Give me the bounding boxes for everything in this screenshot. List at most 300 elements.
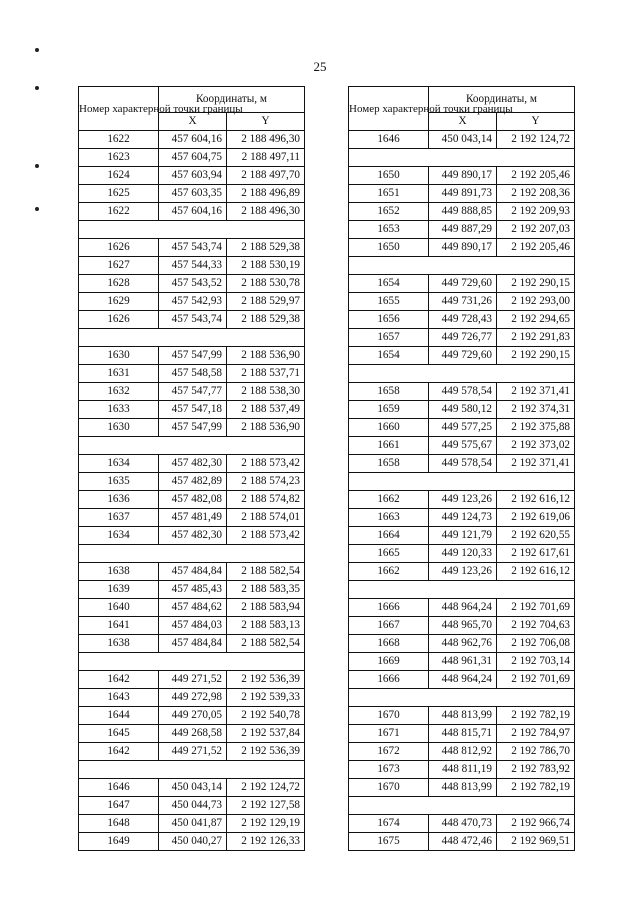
y-coordinate-cell: 2 192 126,33 — [227, 833, 305, 851]
x-coordinate-cell: 448 961,31 — [429, 653, 497, 671]
x-coordinate-cell: 448 813,99 — [429, 707, 497, 725]
table-row — [349, 293, 575, 311]
x-coordinate-cell: 448 965,70 — [429, 617, 497, 635]
point-number-cell: 1631 — [79, 365, 159, 383]
y-coordinate-cell: 2 192 124,72 — [497, 131, 575, 149]
point-number-cell: 1658 — [349, 455, 429, 473]
point-number-header: Номер характерной точки границы — [79, 87, 159, 131]
point-number-cell: 1660 — [349, 419, 429, 437]
separator-row — [79, 329, 305, 347]
point-number-cell: 1662 — [349, 491, 429, 509]
x-coordinate-cell: 448 470,73 — [429, 815, 497, 833]
table-row — [349, 527, 575, 545]
point-number-cell: 1651 — [349, 185, 429, 203]
coordinates-table-right — [348, 86, 575, 851]
x-coordinate-cell: 448 813,99 — [429, 779, 497, 797]
table-row — [79, 581, 305, 599]
table-row — [349, 383, 575, 401]
table-row — [79, 833, 305, 851]
table-row — [79, 743, 305, 761]
y-coordinate-cell: 2 188 530,78 — [227, 275, 305, 293]
y-coordinate-cell: 2 188 529,97 — [227, 293, 305, 311]
x-coordinate-cell: 449 271,52 — [159, 743, 227, 761]
x-coordinate-cell: 449 268,58 — [159, 725, 227, 743]
y-coordinate-cell: 2 188 496,30 — [227, 131, 305, 149]
x-coordinate-cell: 457 542,93 — [159, 293, 227, 311]
y-coordinate-cell: 2 192 706,08 — [497, 635, 575, 653]
point-number-cell: 1656 — [349, 311, 429, 329]
y-coordinate-cell: 2 188 583,35 — [227, 581, 305, 599]
point-number-cell: 1646 — [79, 779, 159, 797]
table-row — [79, 815, 305, 833]
y-coordinate-cell: 2 192 290,15 — [497, 347, 575, 365]
y-coordinate-cell: 2 192 205,46 — [497, 239, 575, 257]
y-coordinate-cell: 2 188 530,19 — [227, 257, 305, 275]
x-coordinate-cell: 449 890,17 — [429, 239, 497, 257]
table-body — [79, 131, 305, 851]
point-number-cell: 1642 — [79, 671, 159, 689]
point-number-cell: 1675 — [349, 833, 429, 851]
point-number-cell: 1669 — [349, 653, 429, 671]
x-coordinate-cell: 457 547,99 — [159, 419, 227, 437]
x-coordinate-cell: 449 272,98 — [159, 689, 227, 707]
table-row — [79, 383, 305, 401]
y-coordinate-cell: 2 188 573,42 — [227, 455, 305, 473]
x-coordinate-cell: 449 729,60 — [429, 275, 497, 293]
table-row — [349, 509, 575, 527]
separator-cell — [349, 581, 575, 599]
table-row — [349, 725, 575, 743]
table-row — [79, 185, 305, 203]
point-number-cell: 1644 — [79, 707, 159, 725]
point-number-cell: 1649 — [79, 833, 159, 851]
table-row — [349, 401, 575, 419]
table-row — [79, 563, 305, 581]
x-coordinate-cell: 449 575,67 — [429, 437, 497, 455]
point-number-cell: 1639 — [79, 581, 159, 599]
y-coordinate-cell: 2 192 536,39 — [227, 743, 305, 761]
x-coordinate-cell: 457 604,75 — [159, 149, 227, 167]
point-number-cell: 1642 — [79, 743, 159, 761]
separator-row — [349, 149, 575, 167]
x-coordinate-cell: 450 044,73 — [159, 797, 227, 815]
point-number-cell: 1658 — [349, 383, 429, 401]
x-coordinate-cell: 449 270,05 — [159, 707, 227, 725]
table-row — [79, 311, 305, 329]
table-row — [79, 347, 305, 365]
x-coordinate-cell: 457 543,74 — [159, 311, 227, 329]
table-row — [349, 311, 575, 329]
table-row — [349, 419, 575, 437]
table-row — [349, 599, 575, 617]
point-number-cell: 1664 — [349, 527, 429, 545]
separator-row — [349, 689, 575, 707]
x-coordinate-cell: 449 578,54 — [429, 455, 497, 473]
x-coordinate-cell: 449 887,29 — [429, 221, 497, 239]
x-coordinate-cell: 449 890,17 — [429, 167, 497, 185]
table-row — [79, 149, 305, 167]
point-number-cell: 1640 — [79, 599, 159, 617]
x-coordinate-cell: 457 481,49 — [159, 509, 227, 527]
separator-cell — [79, 437, 305, 455]
y-coordinate-cell: 2 192 371,41 — [497, 455, 575, 473]
point-number-cell: 1623 — [79, 149, 159, 167]
table-row — [349, 779, 575, 797]
x-coordinate-cell: 449 891,73 — [429, 185, 497, 203]
point-number-cell: 1655 — [349, 293, 429, 311]
point-number-cell: 1646 — [349, 131, 429, 149]
y-coordinate-cell: 2 192 969,51 — [497, 833, 575, 851]
margin-mark — [35, 86, 39, 90]
point-number-cell: 1662 — [349, 563, 429, 581]
point-number-cell: 1647 — [79, 797, 159, 815]
x-coordinate-cell: 449 731,26 — [429, 293, 497, 311]
x-coordinate-cell: 449 888,85 — [429, 203, 497, 221]
y-coordinate-cell: 2 188 582,54 — [227, 635, 305, 653]
point-number-cell: 1670 — [349, 779, 429, 797]
x-coordinate-cell: 448 472,46 — [429, 833, 497, 851]
margin-mark — [35, 207, 39, 211]
table-row — [349, 833, 575, 851]
point-number-cell: 1673 — [349, 761, 429, 779]
table-row — [79, 725, 305, 743]
table-row — [79, 455, 305, 473]
table-row — [349, 347, 575, 365]
y-coordinate-cell: 2 192 616,12 — [497, 563, 575, 581]
table-row — [349, 167, 575, 185]
separator-cell — [79, 221, 305, 239]
y-coordinate-cell: 2 192 536,39 — [227, 671, 305, 689]
point-number-cell: 1630 — [79, 419, 159, 437]
x-coordinate-cell: 457 485,43 — [159, 581, 227, 599]
point-number-cell: 1636 — [79, 491, 159, 509]
table-row — [349, 671, 575, 689]
table-row — [79, 689, 305, 707]
table-row — [79, 635, 305, 653]
y-coordinate-cell: 2 192 620,55 — [497, 527, 575, 545]
table-row — [79, 491, 305, 509]
table-row — [349, 707, 575, 725]
point-number-cell: 1671 — [349, 725, 429, 743]
y-coordinate-cell: 2 188 536,90 — [227, 347, 305, 365]
point-number-cell: 1624 — [79, 167, 159, 185]
y-coordinate-cell: 2 192 704,63 — [497, 617, 575, 635]
separator-row — [349, 797, 575, 815]
separator-cell — [79, 761, 305, 779]
x-coordinate-cell: 448 962,76 — [429, 635, 497, 653]
y-coordinate-cell: 2 192 966,74 — [497, 815, 575, 833]
table-row — [79, 707, 305, 725]
separator-cell — [349, 149, 575, 167]
table-row — [79, 275, 305, 293]
x-coordinate-cell: 457 547,99 — [159, 347, 227, 365]
point-number-cell: 1645 — [79, 725, 159, 743]
y-coordinate-cell: 2 192 703,14 — [497, 653, 575, 671]
x-coordinate-cell: 448 811,19 — [429, 761, 497, 779]
y-coordinate-cell: 2 192 539,33 — [227, 689, 305, 707]
x-coordinate-cell: 457 604,16 — [159, 131, 227, 149]
point-number-cell: 1661 — [349, 437, 429, 455]
y-coordinate-cell: 2 192 209,93 — [497, 203, 575, 221]
point-number-cell: 1625 — [79, 185, 159, 203]
y-coordinate-cell: 2 192 129,19 — [227, 815, 305, 833]
x-coordinate-cell: 457 543,74 — [159, 239, 227, 257]
y-coordinate-cell: 2 188 573,42 — [227, 527, 305, 545]
table-row — [79, 599, 305, 617]
table-row — [79, 167, 305, 185]
x-coordinate-cell: 457 484,84 — [159, 635, 227, 653]
point-number-cell: 1632 — [79, 383, 159, 401]
point-number-cell: 1635 — [79, 473, 159, 491]
y-coordinate-cell: 2 188 529,38 — [227, 239, 305, 257]
x-coordinate-cell: 457 482,30 — [159, 455, 227, 473]
y-coordinate-cell: 2 188 583,94 — [227, 599, 305, 617]
point-number-cell: 1626 — [79, 239, 159, 257]
table-row — [349, 545, 575, 563]
table-row — [349, 815, 575, 833]
margin-mark — [35, 48, 39, 52]
point-number-cell: 1674 — [349, 815, 429, 833]
y-coordinate-cell: 2 192 291,83 — [497, 329, 575, 347]
table-row — [79, 419, 305, 437]
x-header: X — [429, 113, 497, 131]
y-coordinate-cell: 2 188 574,23 — [227, 473, 305, 491]
y-coordinate-cell: 2 188 583,13 — [227, 617, 305, 635]
y-coordinate-cell: 2 192 294,65 — [497, 311, 575, 329]
x-coordinate-cell: 450 040,27 — [159, 833, 227, 851]
separator-row — [349, 473, 575, 491]
table-row — [79, 509, 305, 527]
separator-row — [349, 581, 575, 599]
x-coordinate-cell: 457 603,35 — [159, 185, 227, 203]
x-coordinate-cell: 457 482,89 — [159, 473, 227, 491]
table-row — [349, 329, 575, 347]
point-number-cell: 1653 — [349, 221, 429, 239]
x-coordinate-cell: 448 812,92 — [429, 743, 497, 761]
table-row — [349, 653, 575, 671]
point-number-cell: 1629 — [79, 293, 159, 311]
y-coordinate-cell: 2 192 293,00 — [497, 293, 575, 311]
x-coordinate-cell: 449 123,26 — [429, 491, 497, 509]
y-coordinate-cell: 2 192 616,12 — [497, 491, 575, 509]
table-row — [349, 203, 575, 221]
x-coordinate-cell: 457 544,33 — [159, 257, 227, 275]
point-number-cell: 1648 — [79, 815, 159, 833]
separator-row — [79, 545, 305, 563]
x-coordinate-cell: 457 548,58 — [159, 365, 227, 383]
y-coordinate-cell: 2 192 207,03 — [497, 221, 575, 239]
x-coordinate-cell: 449 726,77 — [429, 329, 497, 347]
x-coordinate-cell: 457 547,77 — [159, 383, 227, 401]
y-coordinate-cell: 2 188 536,90 — [227, 419, 305, 437]
point-number-cell: 1652 — [349, 203, 429, 221]
y-coordinate-cell: 2 188 574,82 — [227, 491, 305, 509]
point-number-cell: 1650 — [349, 239, 429, 257]
y-coordinate-cell: 2 188 538,30 — [227, 383, 305, 401]
point-number-cell: 1665 — [349, 545, 429, 563]
table-row — [79, 293, 305, 311]
x-coordinate-cell: 457 482,08 — [159, 491, 227, 509]
table-row — [349, 437, 575, 455]
x-coordinate-cell: 449 577,25 — [429, 419, 497, 437]
table-row — [79, 617, 305, 635]
x-coordinate-cell: 448 815,71 — [429, 725, 497, 743]
y-coordinate-cell: 2 192 619,06 — [497, 509, 575, 527]
table-row — [349, 743, 575, 761]
point-number-cell: 1630 — [79, 347, 159, 365]
point-number-cell: 1654 — [349, 347, 429, 365]
y-coordinate-cell: 2 192 784,97 — [497, 725, 575, 743]
table-row — [79, 365, 305, 383]
x-coordinate-cell: 448 964,24 — [429, 671, 497, 689]
point-number-cell: 1622 — [79, 131, 159, 149]
separator-row — [79, 761, 305, 779]
y-coordinate-cell: 2 192 371,41 — [497, 383, 575, 401]
table-row — [349, 185, 575, 203]
separator-cell — [349, 257, 575, 275]
y-coordinate-cell: 2 192 537,84 — [227, 725, 305, 743]
table-row — [79, 401, 305, 419]
point-number-cell: 1638 — [79, 563, 159, 581]
point-number-cell: 1654 — [349, 275, 429, 293]
y-coordinate-cell: 2 188 497,11 — [227, 149, 305, 167]
y-coordinate-cell: 2 192 786,70 — [497, 743, 575, 761]
y-coordinate-cell: 2 192 208,36 — [497, 185, 575, 203]
coordinates-header: Координаты, м — [429, 87, 575, 113]
y-coordinate-cell: 2 192 205,46 — [497, 167, 575, 185]
x-coordinate-cell: 450 043,14 — [429, 131, 497, 149]
x-coordinate-cell: 449 121,79 — [429, 527, 497, 545]
y-coordinate-cell: 2 192 127,58 — [227, 797, 305, 815]
x-coordinate-cell: 449 120,33 — [429, 545, 497, 563]
y-coordinate-cell: 2 188 574,01 — [227, 509, 305, 527]
table-row — [349, 131, 575, 149]
x-coordinate-cell: 457 484,03 — [159, 617, 227, 635]
x-coordinate-cell: 450 043,14 — [159, 779, 227, 797]
separator-cell — [349, 797, 575, 815]
separator-cell — [79, 653, 305, 671]
point-number-cell: 1667 — [349, 617, 429, 635]
separator-cell — [349, 689, 575, 707]
x-coordinate-cell: 449 578,54 — [429, 383, 497, 401]
x-coordinate-cell: 457 484,62 — [159, 599, 227, 617]
x-coordinate-cell: 457 547,18 — [159, 401, 227, 419]
table-row — [79, 131, 305, 149]
y-header: Y — [227, 113, 305, 131]
separator-cell — [349, 473, 575, 491]
x-coordinate-cell: 457 482,30 — [159, 527, 227, 545]
separator-row — [79, 653, 305, 671]
y-coordinate-cell: 2 192 375,88 — [497, 419, 575, 437]
y-coordinate-cell: 2 192 701,69 — [497, 599, 575, 617]
x-coordinate-cell: 457 603,94 — [159, 167, 227, 185]
table-row — [79, 203, 305, 221]
table-row — [79, 527, 305, 545]
x-coordinate-cell: 457 604,16 — [159, 203, 227, 221]
x-header: X — [159, 113, 227, 131]
point-number-cell: 1670 — [349, 707, 429, 725]
y-coordinate-cell: 2 192 782,19 — [497, 779, 575, 797]
separator-cell — [349, 365, 575, 383]
point-number-cell: 1666 — [349, 671, 429, 689]
point-number-cell: 1666 — [349, 599, 429, 617]
x-coordinate-cell: 449 580,12 — [429, 401, 497, 419]
table-row — [79, 797, 305, 815]
table-row — [349, 221, 575, 239]
x-coordinate-cell: 449 729,60 — [429, 347, 497, 365]
y-coordinate-cell: 2 192 540,78 — [227, 707, 305, 725]
table-row — [79, 779, 305, 797]
y-coordinate-cell: 2 192 617,61 — [497, 545, 575, 563]
point-number-cell: 1626 — [79, 311, 159, 329]
point-number-cell: 1659 — [349, 401, 429, 419]
table-body — [349, 131, 575, 851]
x-coordinate-cell: 449 123,26 — [429, 563, 497, 581]
point-number-cell: 1657 — [349, 329, 429, 347]
table-row — [349, 275, 575, 293]
separator-row — [79, 437, 305, 455]
y-coordinate-cell: 2 192 783,92 — [497, 761, 575, 779]
x-coordinate-cell: 457 543,52 — [159, 275, 227, 293]
table-row — [349, 239, 575, 257]
y-header: Y — [497, 113, 575, 131]
point-number-cell: 1643 — [79, 689, 159, 707]
point-number-cell: 1634 — [79, 527, 159, 545]
x-coordinate-cell: 449 728,43 — [429, 311, 497, 329]
y-coordinate-cell: 2 192 374,31 — [497, 401, 575, 419]
point-number-cell: 1663 — [349, 509, 429, 527]
page-number: 25 — [313, 59, 327, 74]
y-coordinate-cell: 2 188 537,49 — [227, 401, 305, 419]
x-coordinate-cell: 449 271,52 — [159, 671, 227, 689]
y-coordinate-cell: 2 192 782,19 — [497, 707, 575, 725]
point-number-cell: 1637 — [79, 509, 159, 527]
point-number-cell: 1628 — [79, 275, 159, 293]
point-number-cell: 1641 — [79, 617, 159, 635]
coordinates-header: Координаты, м — [159, 87, 305, 113]
margin-mark — [35, 164, 39, 168]
point-number-cell: 1668 — [349, 635, 429, 653]
point-number-cell: 1622 — [79, 203, 159, 221]
y-coordinate-cell: 2 188 497,70 — [227, 167, 305, 185]
y-coordinate-cell: 2 188 529,38 — [227, 311, 305, 329]
separator-cell — [79, 329, 305, 347]
table-row — [79, 239, 305, 257]
point-number-cell: 1650 — [349, 167, 429, 185]
separator-cell — [79, 545, 305, 563]
point-number-cell: 1634 — [79, 455, 159, 473]
x-coordinate-cell: 449 124,73 — [429, 509, 497, 527]
table-row — [349, 635, 575, 653]
table-row — [349, 563, 575, 581]
x-coordinate-cell: 450 041,87 — [159, 815, 227, 833]
table-row — [79, 257, 305, 275]
point-number-cell: 1672 — [349, 743, 429, 761]
table-row — [349, 617, 575, 635]
y-coordinate-cell: 2 188 582,54 — [227, 563, 305, 581]
point-number-cell: 1627 — [79, 257, 159, 275]
separator-row — [349, 365, 575, 383]
y-coordinate-cell: 2 188 537,71 — [227, 365, 305, 383]
point-number-cell: 1633 — [79, 401, 159, 419]
x-coordinate-cell: 457 484,84 — [159, 563, 227, 581]
y-coordinate-cell: 2 188 496,89 — [227, 185, 305, 203]
table-row — [349, 455, 575, 473]
y-coordinate-cell: 2 192 373,02 — [497, 437, 575, 455]
point-number-cell: 1638 — [79, 635, 159, 653]
y-coordinate-cell: 2 192 124,72 — [227, 779, 305, 797]
x-coordinate-cell: 448 964,24 — [429, 599, 497, 617]
